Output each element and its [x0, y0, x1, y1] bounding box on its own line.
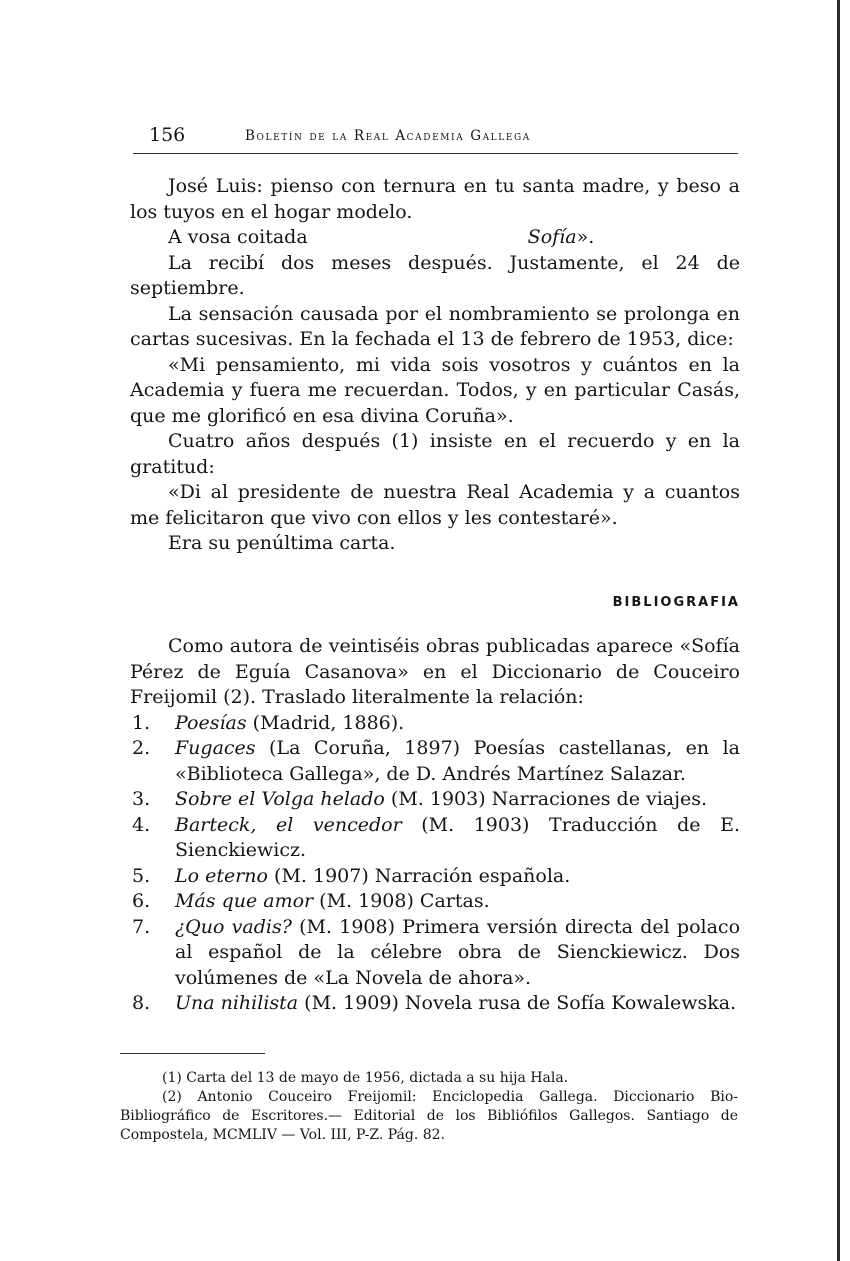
paragraph: «Di al presidente de nuestra Real Academia y a cuantos me felicitaron que vivo con ellos y les contestaré».	[130, 481, 740, 529]
running-title: Boletín de la Real Academia Gallega	[245, 128, 531, 144]
paragraph: La recibí dos meses después. Justamente, el 24 de septiembre.	[130, 251, 740, 299]
footnote: (2) Antonio Couceiro Freijomil: Enciclopedia Gallega. Diccionario Bio-Bibliográfico de Escritores.— Editorial de los Bibliófilos Gallegos. Santiago de Compostela, MCMLIV — Vol. III, P-Z. Pág. 82.	[120, 1089, 738, 1143]
paragraph: La sensación causada por el nombramiento se prolonga en cartas sucesivas. En la fechada el 13 de febrero de 1953, dice:	[130, 302, 740, 350]
paragraph: José Luis: pienso con ternura en tu santa madre, y beso a los tuyos en el hogar modelo.	[130, 175, 740, 223]
letter-excerpt	[130, 174, 740, 557]
footnote: (1) Carta del 13 de mayo de 1956, dictada a su hija Hala.	[162, 1070, 569, 1086]
page-edge-shadow	[837, 0, 840, 1261]
footnote-rule	[120, 1053, 265, 1054]
list-item: 3. Sobre el Volga helado (M. 1903) Narraciones de viajes.	[132, 788, 708, 810]
paragraph: A vosa coitada Sofía».	[168, 226, 595, 248]
list-item: 5. Lo eterno (M. 1907) Narración española.	[132, 864, 571, 887]
paragraph: «Mi pensamiento, mi vida sois vosotros y cuántos en la Academia y fuera me recuerdan. Todos, y en particular Casás, que me glorificó en esa divina Coruña».	[130, 353, 740, 427]
footnotes	[120, 1069, 738, 1145]
list-item: 7. ¿Quo vadis? (M. 1908) Primera versión directa del polaco al español de la célebre obra de Sienckiewicz. Dos volúmenes de «La Novela de ahora».	[132, 915, 741, 989]
bibliography	[130, 634, 740, 1017]
list-item: 4. Barteck, el vencedor (M. 1903) Traducción de E. Sienckiewicz.	[132, 813, 740, 861]
list-item: 1. Poesías (Madrid, 1886).	[132, 711, 405, 734]
list-item: 6. Más que amor (M. 1908) Cartas.	[132, 890, 490, 912]
list-item: 2. Fugaces (La Coruña, 1897) Poesías castellanas, en la «Biblioteca Gallega», de D. Andrés Martínez Salazar.	[132, 737, 740, 785]
signature-name: Sofía	[527, 226, 577, 248]
section-heading: BIBLIOGRAFIA	[612, 595, 740, 610]
paragraph: Era su penúltima carta.	[168, 532, 396, 554]
paragraph: Cuatro años después (1) insiste en el recuerdo y en la gratitud:	[130, 430, 740, 478]
header-rule	[133, 153, 738, 154]
bibliography-intro: Como autora de veintiséis obras publicadas aparece «Sofía Pérez de Eguía Casanova» en el Diccionario de Couceiro Freijomil (2). Traslado literalmente la relación:	[130, 635, 740, 708]
running-header	[133, 124, 738, 154]
page-number: 156	[149, 124, 186, 146]
works-list	[130, 711, 740, 1017]
list-item: 8. Una nihilista (M. 1909) Novela rusa de Sofía Kowalewska.	[132, 992, 737, 1014]
